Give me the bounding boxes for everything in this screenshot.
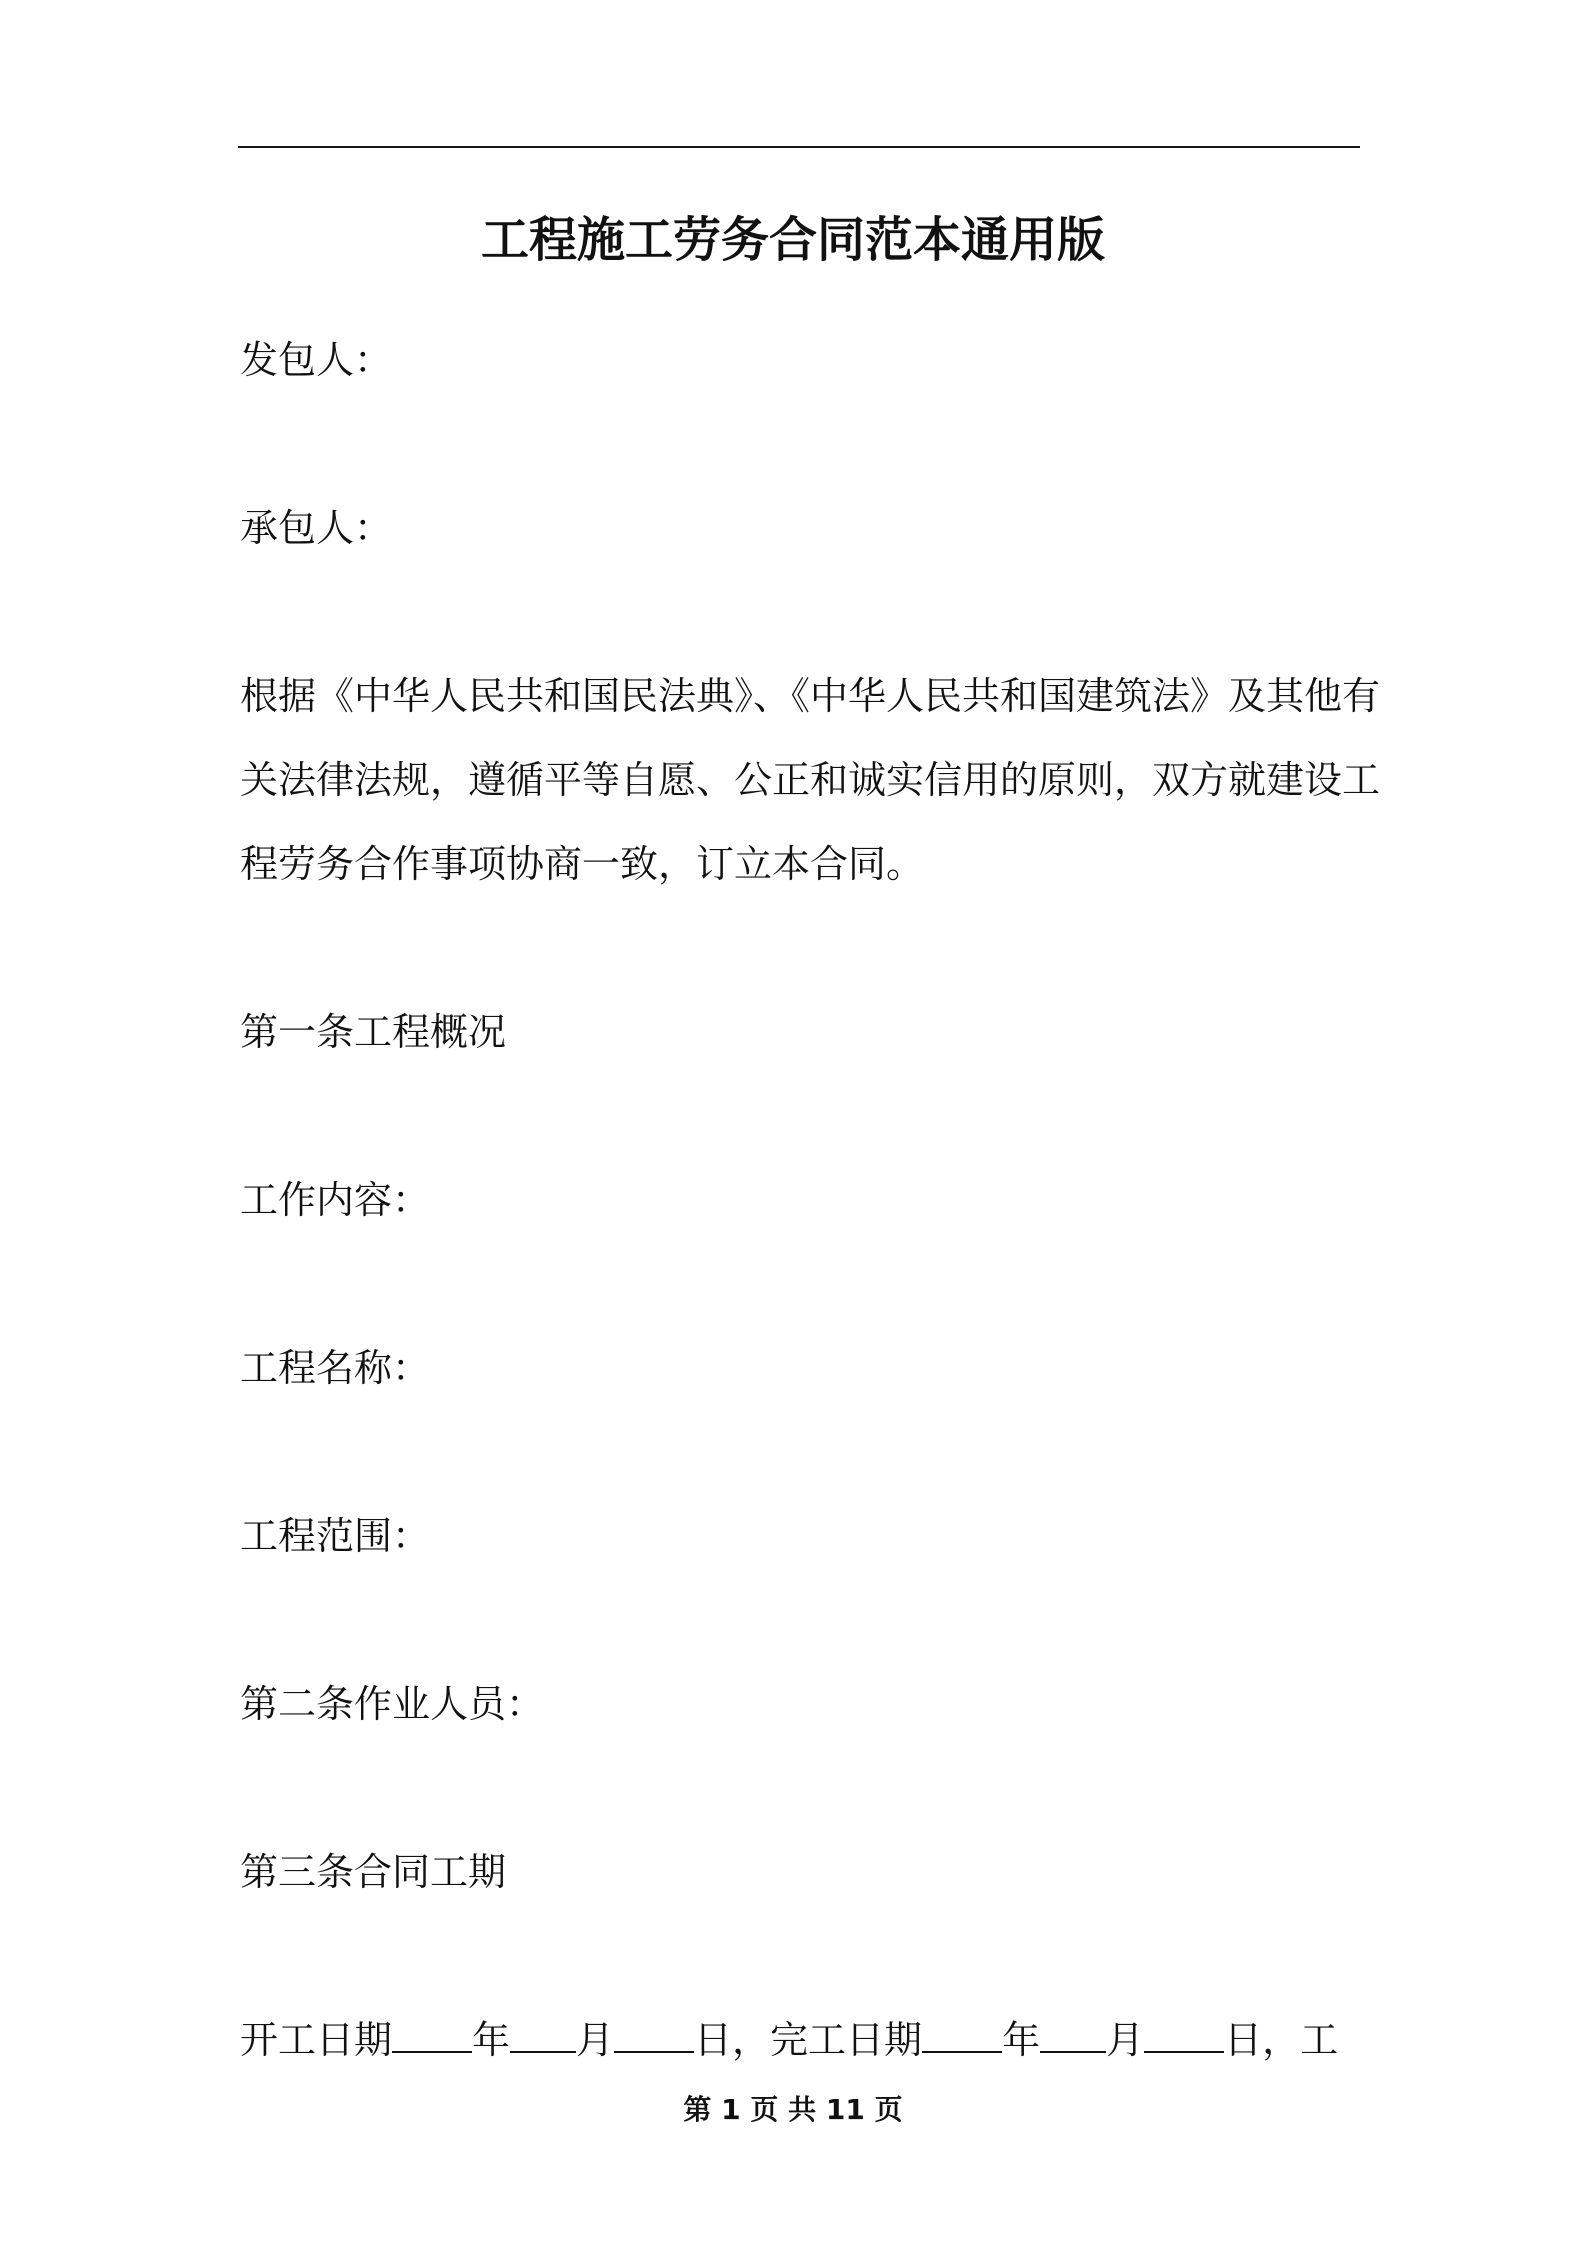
document-title: 工程施工劳务合同范本通用版 [480,212,1105,268]
end-year-blank [922,2019,1002,2053]
start-year-blank [392,2019,472,2053]
article-1-heading: 第一条工程概况 [240,1010,507,1054]
year-label: 年 [472,2018,511,2062]
end-date-label: 日，完工日期 [694,2018,923,2062]
day-end-label: 日，工 [1224,2018,1339,2062]
end-month-blank [1040,2019,1106,2053]
start-date-label: 开工日期 [240,2018,393,2062]
project-name-label: 工程名称： [240,1346,431,1390]
year-label: 年 [1002,2018,1041,2062]
preamble-line: 关法律法规，遵循平等自愿、公正和诚实信用的原则，双方就建设工 [240,758,1381,802]
preamble-line: 程劳务合作事项协商一致，订立本合同。 [240,842,925,886]
dates-line [240,1998,1360,2082]
header-rule [238,146,1360,148]
end-day-blank [1144,2019,1224,2053]
preamble-line: 根据《中华人民共和国民法典》、《中华人民共和国建筑法》及其他有 [240,674,1381,718]
page-number: 第 1 页 共 11 页 [683,2093,903,2126]
start-month-blank [510,2019,576,2053]
month-label: 月 [576,2018,615,2062]
work-content-label: 工作内容： [240,1178,431,1222]
party-a-label: 发包人： [240,338,393,382]
start-day-blank [614,2019,694,2053]
project-scope-label: 工程范围： [240,1514,431,1558]
party-b-label: 承包人： [240,506,393,550]
article-2-heading: 第二条作业人员： [240,1682,545,1726]
article-3-heading: 第三条合同工期 [240,1850,507,1894]
month-label: 月 [1106,2018,1145,2062]
